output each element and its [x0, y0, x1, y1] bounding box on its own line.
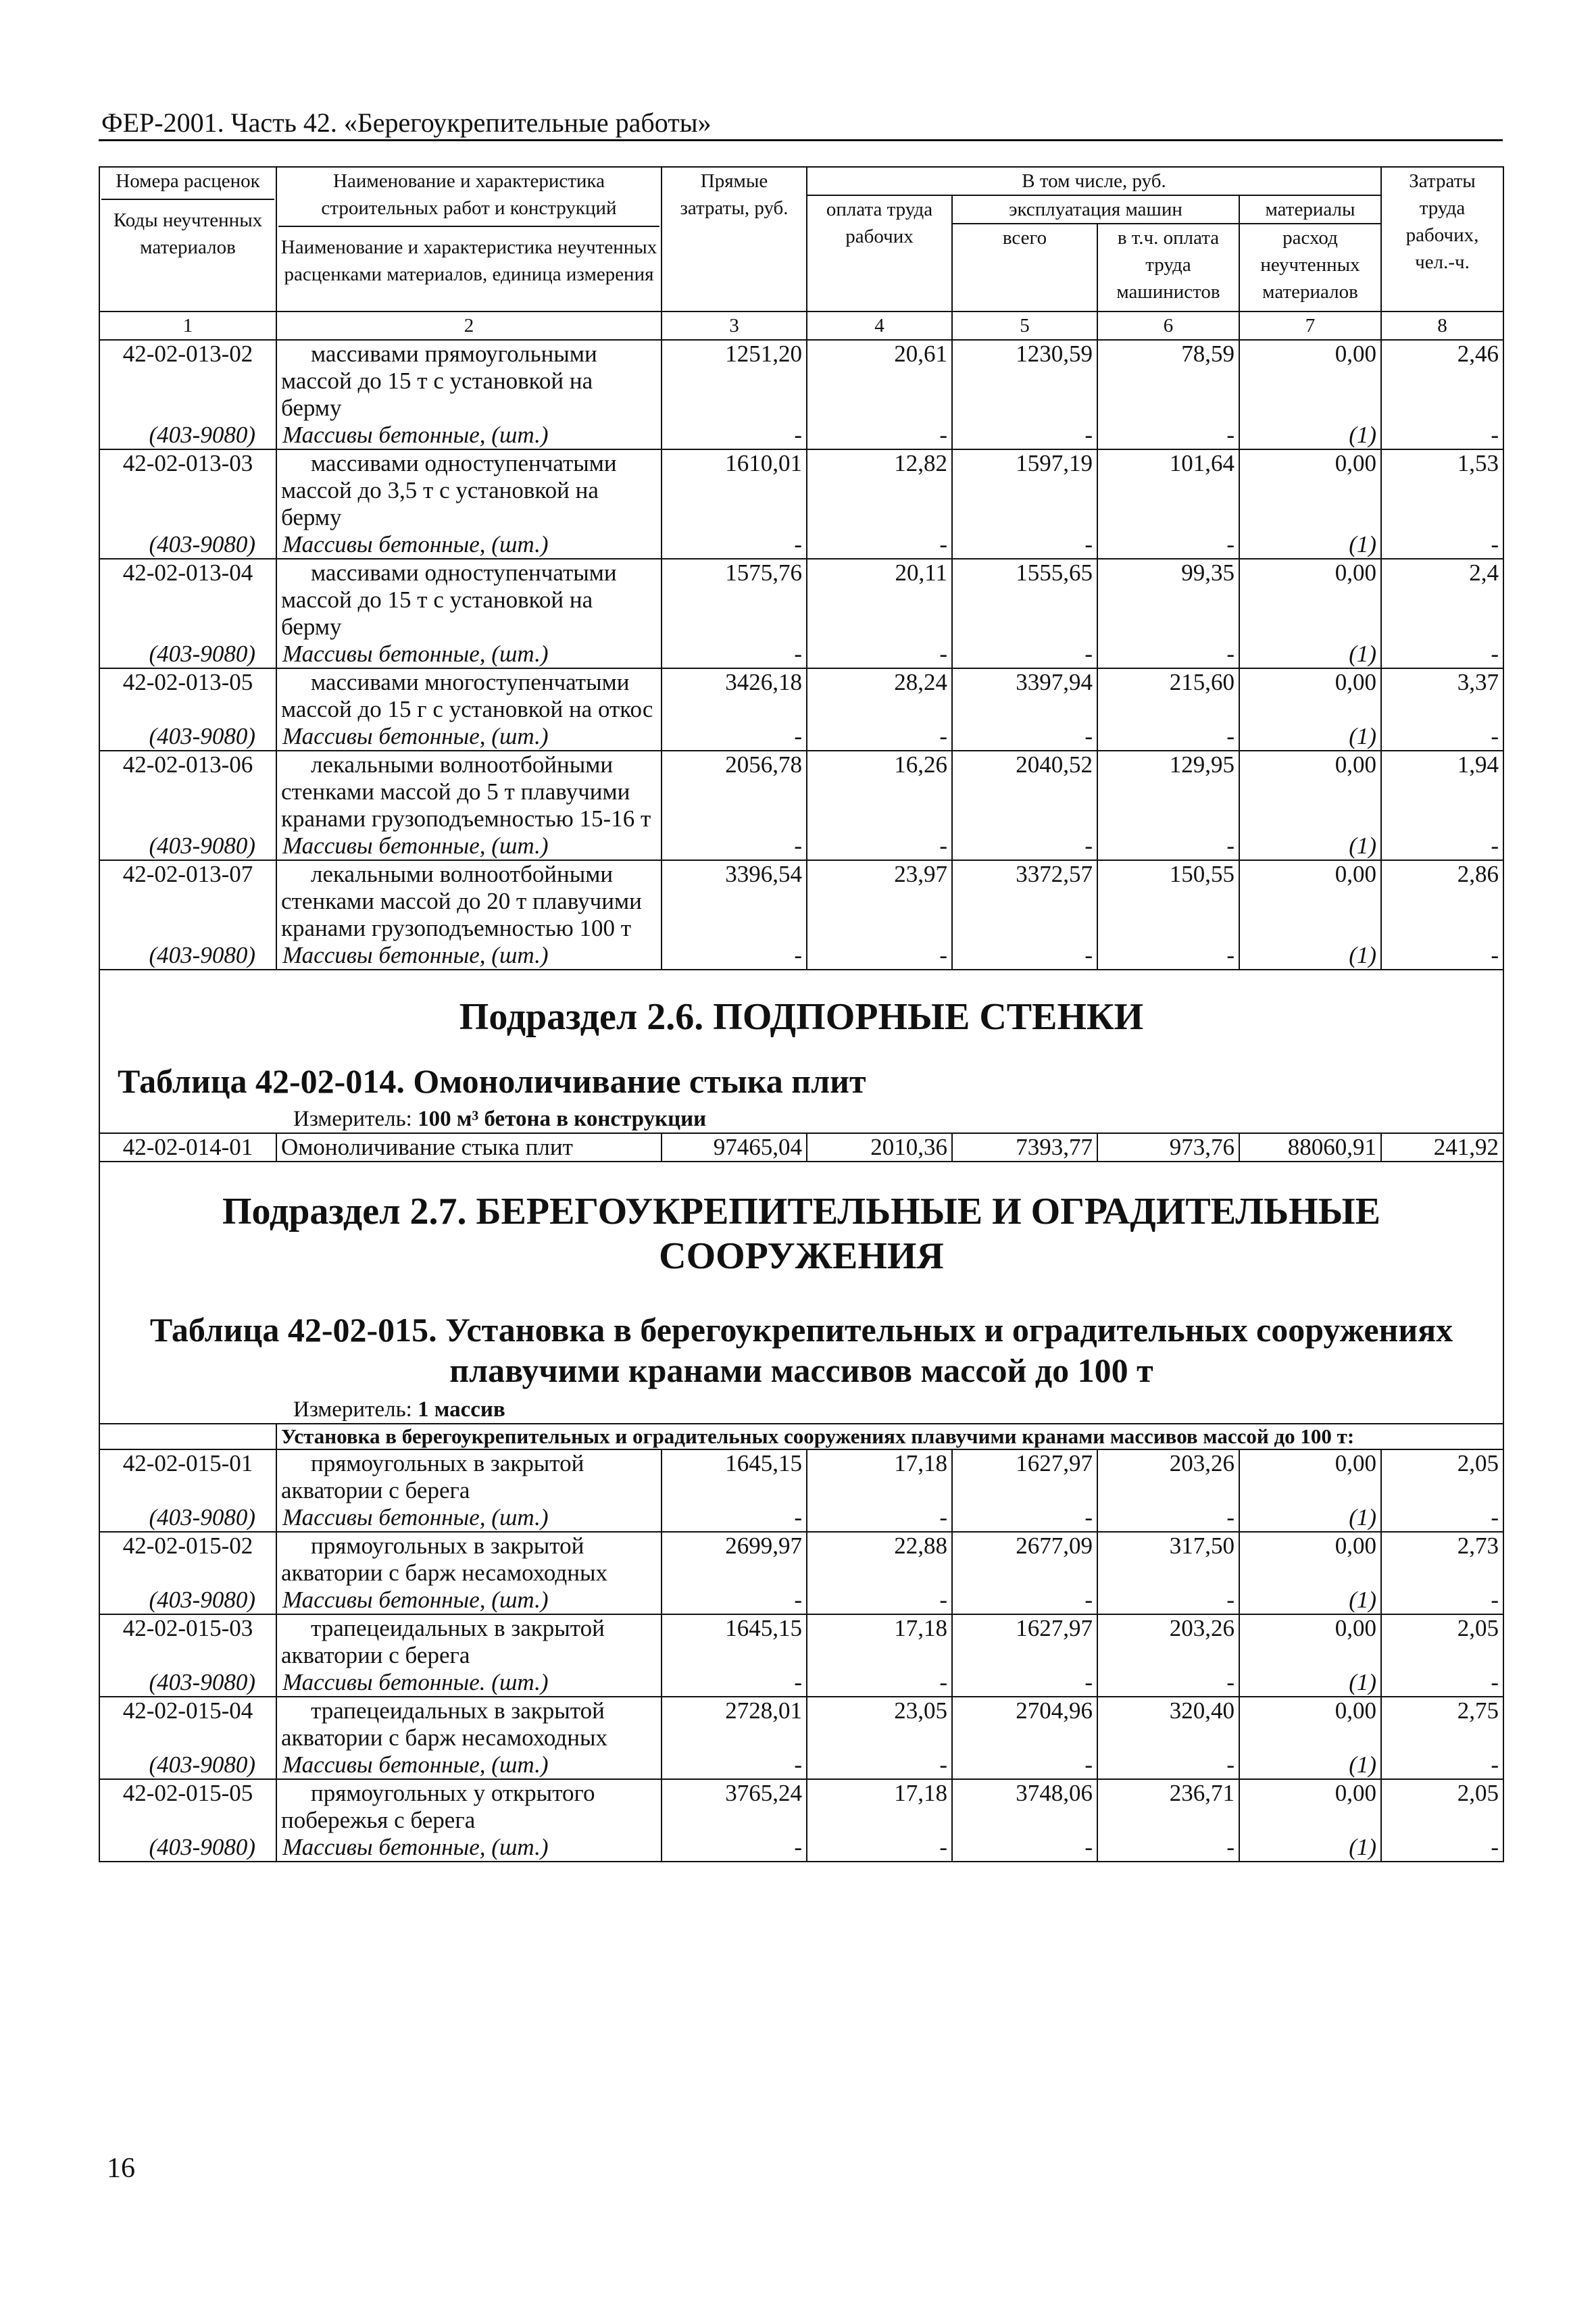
machines-total: -: [952, 531, 1097, 559]
machines-total: -: [952, 1834, 1097, 1862]
materials: 0,00: [1239, 1697, 1381, 1751]
direct-costs: 2699,97: [662, 1532, 807, 1587]
worker-pay: 20,61: [807, 340, 952, 422]
page-number: 16: [107, 2153, 135, 2184]
machines-total: 1555,65: [952, 559, 1097, 641]
worker-pay: -: [807, 1751, 952, 1779]
rate-name: трапецеидальных в закрытой акватории с берега: [276, 1614, 662, 1669]
labor-hours: -: [1381, 942, 1503, 970]
col-header-work-names: Наименование и характеристика строительных работ и конструкций: [321, 170, 617, 219]
material-name: Массивы бетонные, (шт.): [276, 1504, 662, 1532]
materials: (1): [1239, 832, 1381, 860]
machines-total: -: [952, 1587, 1097, 1614]
rate-name: Омоноличивание стыка плит: [276, 1133, 662, 1162]
material-name: Массивы бетонные, (шт.): [276, 723, 662, 751]
table-row: [99, 340, 1503, 422]
materials: (1): [1239, 1669, 1381, 1697]
materials: 0,00: [1239, 1779, 1381, 1834]
col-header-worker-pay: оплата труда рабочих: [807, 195, 952, 312]
direct-costs: -: [662, 1669, 807, 1697]
rate-code: 42-02-015-03: [99, 1614, 276, 1669]
col-header-direct-costs: Прямые затраты, руб.: [662, 167, 807, 312]
materials: (1): [1239, 531, 1381, 559]
rate-name: прямоугольных в закрытой акватории с барж несамоходных: [276, 1532, 662, 1587]
materials: (1): [1239, 1587, 1381, 1614]
subsection-2-7-row: [99, 1162, 1503, 1424]
materials: (1): [1239, 641, 1381, 668]
rate-code: 42-02-013-04: [99, 559, 276, 641]
materials: (1): [1239, 422, 1381, 449]
machines-total: -: [952, 1504, 1097, 1532]
labor-hours: -: [1381, 1504, 1503, 1532]
rate-code: 42-02-013-03: [99, 449, 276, 531]
col-header-material-usage: расход неучтенных материалов: [1239, 224, 1381, 312]
table-row: [99, 1779, 1503, 1834]
material-name: Массивы бетонные, (шт.): [276, 942, 662, 970]
labor-hours: -: [1381, 1751, 1503, 1779]
operator-pay: -: [1097, 1834, 1239, 1862]
materials: (1): [1239, 1751, 1381, 1779]
operator-pay: -: [1097, 1751, 1239, 1779]
rate-code: 42-02-013-07: [99, 860, 276, 942]
table-title: Таблица 42-02-015. Установка в берегоукрепительных и оградительных сооружениях плавучими кранами массивов массой до 100 т: [149, 1311, 1453, 1389]
machines-total: 1627,97: [952, 1614, 1097, 1669]
table-row: [99, 1133, 1503, 1162]
rate-code: 42-02-015-04: [99, 1697, 276, 1751]
operator-pay: 99,35: [1097, 559, 1239, 641]
labor-hours: 2,05: [1381, 1614, 1503, 1669]
machines-total: 7393,77: [952, 1133, 1097, 1162]
machines-total: 2040,52: [952, 751, 1097, 832]
operator-pay: -: [1097, 942, 1239, 970]
rate-code: 42-02-013-06: [99, 751, 276, 832]
material-row: [99, 422, 1503, 449]
operator-pay: -: [1097, 723, 1239, 751]
worker-pay: -: [807, 1504, 952, 1532]
table-row: [99, 1697, 1503, 1751]
machines-total: 1230,59: [952, 340, 1097, 422]
labor-hours: -: [1381, 1834, 1503, 1862]
table-header-row: [99, 167, 1503, 195]
rates-table: [99, 166, 1504, 1862]
worker-pay: 22,88: [807, 1532, 952, 1587]
rate-name: лекальными волноотбойными стенками массой до 20 т плавучими кранами грузоподъемностью 100 т: [276, 860, 662, 942]
measure-label: Измеритель:: [293, 1397, 412, 1422]
material-row: [99, 832, 1503, 860]
machines-total: 1597,19: [952, 449, 1097, 531]
worker-pay: -: [807, 942, 952, 970]
materials: 0,00: [1239, 668, 1381, 723]
direct-costs: -: [662, 422, 807, 449]
labor-hours: -: [1381, 531, 1503, 559]
operator-pay: -: [1097, 1504, 1239, 1532]
labor-hours: 241,92: [1381, 1133, 1503, 1162]
operator-pay: 101,64: [1097, 449, 1239, 531]
material-code: (403-9080): [99, 1504, 276, 1532]
machines-total: -: [952, 422, 1097, 449]
operator-pay: -: [1097, 1587, 1239, 1614]
material-name: Массивы бетонные, (шт.): [276, 531, 662, 559]
operator-pay: 129,95: [1097, 751, 1239, 832]
operator-pay: 973,76: [1097, 1133, 1239, 1162]
labor-hours: 2,46: [1381, 340, 1503, 422]
direct-costs: 1575,76: [662, 559, 807, 641]
worker-pay: -: [807, 723, 952, 751]
material-row: [99, 1751, 1503, 1779]
worker-pay: 23,05: [807, 1697, 952, 1751]
materials: 0,00: [1239, 449, 1381, 531]
rates-table-wrapper: [99, 166, 1503, 1862]
operator-pay: 317,50: [1097, 1532, 1239, 1587]
direct-costs: -: [662, 942, 807, 970]
table-row: [99, 1449, 1503, 1504]
rate-name: массивами прямоугольными массой до 15 т с установкой на берму: [276, 340, 662, 422]
col-header-group: В том числе, руб.: [807, 167, 1381, 195]
labor-hours: -: [1381, 1669, 1503, 1697]
col-header-operator-pay: в т.ч. оплата труда машинистов: [1097, 224, 1239, 312]
col-header-names: [276, 167, 662, 312]
measure-line: [104, 1105, 1499, 1132]
column-number-row: [99, 312, 1503, 340]
material-code: (403-9080): [99, 1834, 276, 1862]
material-code: (403-9080): [99, 1669, 276, 1697]
material-name: Массивы бетонные, (шт.): [276, 422, 662, 449]
table-row: [99, 860, 1503, 942]
direct-costs: 3765,24: [662, 1779, 807, 1834]
worker-pay: -: [807, 1587, 952, 1614]
worker-pay: -: [807, 422, 952, 449]
column-number: 6: [1097, 312, 1239, 340]
machines-total: -: [952, 942, 1097, 970]
direct-costs: 3396,54: [662, 860, 807, 942]
operator-pay: 203,26: [1097, 1614, 1239, 1669]
measure-value: 1 массив: [418, 1397, 505, 1422]
material-code: (403-9080): [99, 422, 276, 449]
rate-name: трапецеидальных в закрытой акватории с барж несамоходных: [276, 1697, 662, 1751]
material-name: Массивы бетонные, (шт.): [276, 1751, 662, 1779]
material-row: [99, 531, 1503, 559]
column-number: 2: [276, 312, 662, 340]
labor-hours: 1,53: [1381, 449, 1503, 531]
rate-code: 42-02-015-02: [99, 1532, 276, 1587]
rate-code: 42-02-013-02: [99, 340, 276, 422]
table-title: Таблица 42-02-014. Омоноличивание стыка плит: [118, 1062, 866, 1100]
measure-line: [104, 1396, 1499, 1423]
direct-costs: 2728,01: [662, 1697, 807, 1751]
labor-hours: 2,73: [1381, 1532, 1503, 1587]
measure-label: Измеритель:: [293, 1107, 412, 1131]
column-number: 7: [1239, 312, 1381, 340]
worker-pay: 2010,36: [807, 1133, 952, 1162]
subsection-title: Подраздел 2.7. БЕРЕГОУКРЕПИТЕЛЬНЫЕ И ОГРАДИТЕЛЬНЫЕ СООРУЖЕНИЯ: [222, 1191, 1380, 1277]
measure-value: 100 м³ бетона в конструкции: [418, 1107, 707, 1131]
machines-total: 2704,96: [952, 1697, 1097, 1751]
worker-pay: 20,11: [807, 559, 952, 641]
direct-costs: -: [662, 641, 807, 668]
material-code: (403-9080): [99, 832, 276, 860]
materials: 0,00: [1239, 1532, 1381, 1587]
materials: (1): [1239, 942, 1381, 970]
material-name: Массивы бетонные, (шт.): [276, 832, 662, 860]
table-row: [99, 559, 1503, 641]
machines-total: 3748,06: [952, 1779, 1097, 1834]
table-row: [99, 751, 1503, 832]
rate-code: 42-02-015-05: [99, 1779, 276, 1834]
material-name: Массивы бетонные. (шт.): [276, 1669, 662, 1697]
column-number: 8: [1381, 312, 1503, 340]
direct-costs: 1645,15: [662, 1449, 807, 1504]
worker-pay: -: [807, 832, 952, 860]
material-code: (403-9080): [99, 723, 276, 751]
materials: 0,00: [1239, 340, 1381, 422]
materials: 88060,91: [1239, 1133, 1381, 1162]
machines-total: -: [952, 832, 1097, 860]
operator-pay: 203,26: [1097, 1449, 1239, 1504]
worker-pay: 23,97: [807, 860, 952, 942]
worker-pay: -: [807, 531, 952, 559]
material-row: [99, 1587, 1503, 1614]
operator-pay: 320,40: [1097, 1697, 1239, 1751]
materials: 0,00: [1239, 860, 1381, 942]
operator-pay: 78,59: [1097, 340, 1239, 422]
labor-hours: -: [1381, 422, 1503, 449]
worker-pay: 17,18: [807, 1449, 952, 1504]
machines-total: 2677,09: [952, 1532, 1097, 1587]
worker-pay: 16,26: [807, 751, 952, 832]
rate-name: лекальными волноотбойными стенками массой до 5 т плавучими кранами грузоподъемностью 15-16 т: [276, 751, 662, 832]
machines-total: -: [952, 1751, 1097, 1779]
materials: (1): [1239, 1504, 1381, 1532]
table-intro-row: [99, 1424, 1503, 1449]
operator-pay: -: [1097, 422, 1239, 449]
direct-costs: -: [662, 1504, 807, 1532]
col-header-machines: эксплуатация машин: [952, 195, 1239, 224]
worker-pay: -: [807, 641, 952, 668]
materials: 0,00: [1239, 1449, 1381, 1504]
material-code: (403-9080): [99, 641, 276, 668]
materials: 0,00: [1239, 1614, 1381, 1669]
material-name: Массивы бетонные, (шт.): [276, 1834, 662, 1862]
direct-costs: -: [662, 531, 807, 559]
col-header-labor-hours: Затраты труда рабочих, чел.-ч.: [1381, 167, 1503, 312]
col-header-material-codes: Коды неучтенных материалов: [101, 199, 274, 261]
rate-code: 42-02-015-01: [99, 1449, 276, 1504]
direct-costs: -: [662, 832, 807, 860]
labor-hours: 2,05: [1381, 1449, 1503, 1504]
direct-costs: 1610,01: [662, 449, 807, 531]
col-header-material-names: Наименование и характеристика неучтенных расценками материалов, единица измерения: [278, 226, 659, 288]
table-row: [99, 668, 1503, 723]
machines-total: -: [952, 641, 1097, 668]
table-intro: Установка в берегоукрепительных и оградительных сооружениях плавучими кранами массивов массой до 100 т:: [276, 1424, 1503, 1449]
operator-pay: -: [1097, 832, 1239, 860]
material-code: (403-9080): [99, 1751, 276, 1779]
machines-total: 3372,57: [952, 860, 1097, 942]
material-name: Массивы бетонные, (шт.): [276, 1587, 662, 1614]
table-row: [99, 1532, 1503, 1587]
labor-hours: -: [1381, 832, 1503, 860]
rate-name: массивами многоступенчатыми массой до 15 г с установкой на откос: [276, 668, 662, 723]
direct-costs: -: [662, 1587, 807, 1614]
column-number: 5: [952, 312, 1097, 340]
labor-hours: 1,94: [1381, 751, 1503, 832]
column-number: 1: [99, 312, 276, 340]
table-row: [99, 449, 1503, 531]
machines-total: -: [952, 723, 1097, 751]
worker-pay: -: [807, 1834, 952, 1862]
labor-hours: 2,4: [1381, 559, 1503, 641]
labor-hours: 2,86: [1381, 860, 1503, 942]
table-row: [99, 1614, 1503, 1669]
col-header-machines-total: всего: [952, 224, 1097, 312]
header-rule: [99, 139, 1503, 141]
material-code: (403-9080): [99, 1587, 276, 1614]
machines-total: -: [952, 1669, 1097, 1697]
column-number: 4: [807, 312, 952, 340]
rate-name: массивами одноступенчатыми массой до 15 т с установкой на берму: [276, 559, 662, 641]
material-row: [99, 641, 1503, 668]
rate-name: прямоугольных в закрытой акватории с берега: [276, 1449, 662, 1504]
labor-hours: 3,37: [1381, 668, 1503, 723]
labor-hours: -: [1381, 723, 1503, 751]
material-row: [99, 1504, 1503, 1532]
direct-costs: 3426,18: [662, 668, 807, 723]
direct-costs: 1251,20: [662, 340, 807, 422]
material-name: Массивы бетонные, (шт.): [276, 641, 662, 668]
worker-pay: 12,82: [807, 449, 952, 531]
col-header-materials: материалы: [1239, 195, 1381, 224]
rate-name: массивами одноступенчатыми массой до 3,5 т с установкой на берму: [276, 449, 662, 531]
labor-hours: 2,05: [1381, 1779, 1503, 1834]
column-number: 3: [662, 312, 807, 340]
material-code: (403-9080): [99, 942, 276, 970]
operator-pay: 236,71: [1097, 1779, 1239, 1834]
worker-pay: 28,24: [807, 668, 952, 723]
worker-pay: 17,18: [807, 1614, 952, 1669]
operator-pay: 150,55: [1097, 860, 1239, 942]
subsection-title: Подраздел 2.6. ПОДПОРНЫЕ СТЕНКИ: [459, 996, 1144, 1038]
materials: (1): [1239, 723, 1381, 751]
direct-costs: 2056,78: [662, 751, 807, 832]
rate-name: прямоугольных у открытого побережья с берега: [276, 1779, 662, 1834]
direct-costs: -: [662, 723, 807, 751]
worker-pay: 17,18: [807, 1779, 952, 1834]
material-row: [99, 1669, 1503, 1697]
running-header: ФЕР-2001. Часть 42. «Берегоукрепительные работы»: [101, 107, 712, 138]
worker-pay: -: [807, 1669, 952, 1697]
materials: (1): [1239, 1834, 1381, 1862]
operator-pay: -: [1097, 1669, 1239, 1697]
col-header-codes: [99, 167, 276, 312]
material-row: [99, 723, 1503, 751]
material-code: (403-9080): [99, 531, 276, 559]
operator-pay: -: [1097, 641, 1239, 668]
labor-hours: 2,75: [1381, 1697, 1503, 1751]
direct-costs: -: [662, 1834, 807, 1862]
col-header-rate-numbers: Номера расценок: [116, 170, 260, 192]
labor-hours: -: [1381, 1587, 1503, 1614]
subsection-2-6-row: [99, 970, 1503, 1133]
rate-code: 42-02-014-01: [99, 1133, 276, 1162]
rate-code: 42-02-013-05: [99, 668, 276, 723]
direct-costs: -: [662, 1751, 807, 1779]
direct-costs: 1645,15: [662, 1614, 807, 1669]
material-row: [99, 1834, 1503, 1862]
machines-total: 3397,94: [952, 668, 1097, 723]
materials: 0,00: [1239, 751, 1381, 832]
direct-costs: 97465,04: [662, 1133, 807, 1162]
material-row: [99, 942, 1503, 970]
operator-pay: 215,60: [1097, 668, 1239, 723]
rates-table-body: [99, 167, 1503, 1862]
materials: 0,00: [1239, 559, 1381, 641]
operator-pay: -: [1097, 531, 1239, 559]
machines-total: 1627,97: [952, 1449, 1097, 1504]
labor-hours: -: [1381, 641, 1503, 668]
